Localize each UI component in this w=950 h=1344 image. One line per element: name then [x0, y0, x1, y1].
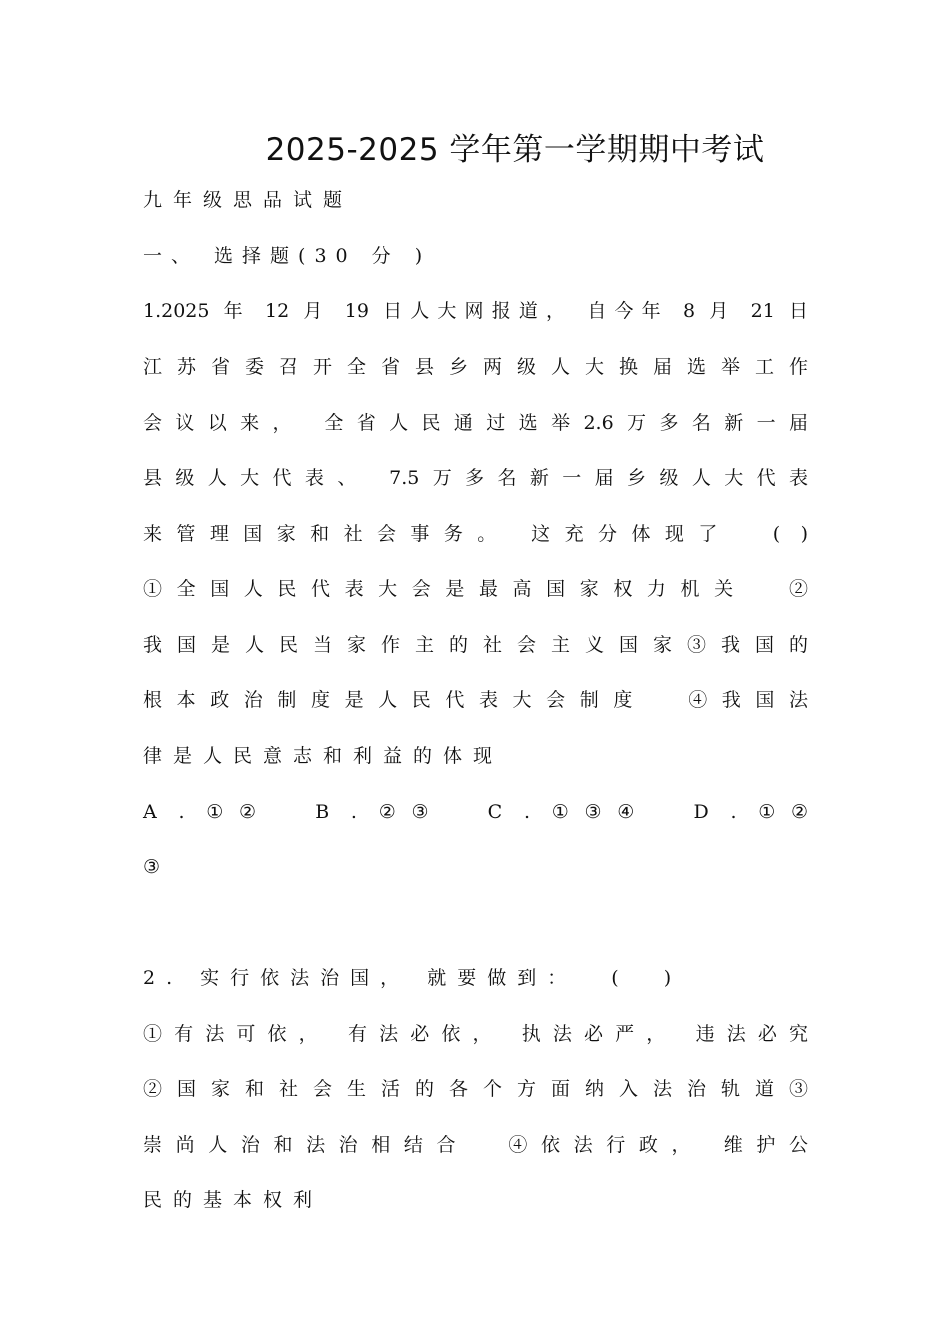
question-1-options-wrap: ③: [143, 856, 172, 878]
question-2-line-2: ①有法可依， 有法必依， 执法必严， 违法必究: [143, 1023, 808, 1045]
question-1-line-9: 律是人民意志和利益的体现: [143, 745, 504, 767]
question-1-line-7: 我国是人民当家作主的社会主义国家③我国的: [143, 634, 808, 656]
question-1-line-8: 根本政治制度是人民代表大会制度 ④我国法: [143, 689, 808, 711]
question-1-line-3: 会议以来， 全省人民通过选举2.6万多名新一届: [143, 412, 808, 434]
question-1-line-4: 县级人大代表、 7.5万多名新一届乡级人大代表: [143, 467, 808, 489]
question-1-line-1: 1.2025 年 12 月 19 日人大网报道， 自今年 8 月 21 日: [143, 300, 808, 322]
question-1-line-2: 江苏省委召开全省县乡两级人大换届选举工作: [143, 356, 808, 378]
section-heading: 一、 选择题(30 分 ): [143, 245, 432, 267]
question-2-line-5: 民的基本权利: [143, 1189, 324, 1211]
question-1-line-5: 来管理国家和社会事务。 这充分体现了 ( ): [143, 523, 808, 545]
question-2-line-1: 2. 实行依法治国， 就要做到： ( ): [143, 967, 683, 989]
question-2-line-3: ②国家和社会生活的各个方面纳入法治轨道③: [143, 1078, 808, 1100]
exam-subtitle: 九年级思品试题: [143, 189, 354, 211]
question-1-line-6: ①全国人民代表大会是最高国家权力机关 ②: [143, 578, 808, 600]
question-2-line-4: 崇尚人治和法治相结合 ④依法行政， 维护公: [143, 1134, 808, 1156]
exam-title: 2025-2025 学年第一学期期中考试: [265, 132, 765, 168]
question-1-options: A . ①② B . ②③ C . ①③④ D . ①②: [143, 801, 808, 823]
